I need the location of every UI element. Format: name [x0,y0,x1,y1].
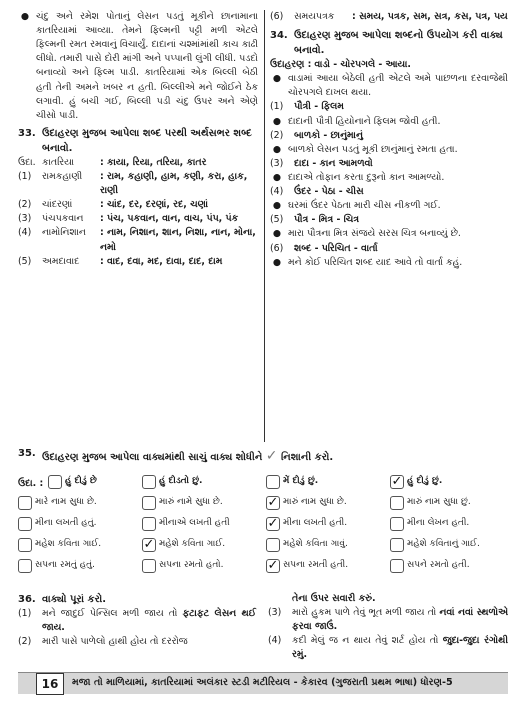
q35-title [42,446,508,467]
option-1-4[interactable] [390,471,512,492]
q33-item [18,226,258,254]
option-text: હું દોડતો છું. [159,475,203,486]
option-text: મીનાએ લખતી હતી [159,517,230,528]
right-column [270,10,508,270]
bullet-icon: ● [272,228,282,240]
option-text: મીના લખતી હતી. [283,517,348,528]
left-column [18,10,258,269]
q34-item-words [270,242,508,256]
bullet-icon: ● [272,115,282,127]
item-number: (2) [18,636,32,648]
option-text: મારે નામ સુધા છે. [35,496,97,507]
item-answer: : સમય, પત્રક, સમ, સત્ર, કસ, પત્ર, પય [352,11,508,22]
checkmark-icon: ✓ [267,516,279,531]
option-2-3[interactable] [266,492,388,513]
option-text: મીના લખતી હતું. [35,517,97,528]
option-text: મારું નામ સુધા છું. [407,496,471,507]
q33-item [18,255,258,269]
q36-right-items [268,606,508,662]
item-number: (4) [268,635,282,647]
option-5-2[interactable] [142,555,264,576]
checkbox[interactable] [266,559,280,573]
item-answer: : રામ, કહાણી, હામ, કણી, કરા, હાક, રાણી [100,170,248,197]
option-4-2[interactable] [142,534,264,555]
option-5-4[interactable] [390,555,512,576]
example-answer: : કાયા, રિયા, તરિયા, કાતર [100,156,207,168]
story-paragraph [18,10,258,123]
q34-item-words [270,129,508,143]
q34-item-sentence [270,227,508,241]
checkbox[interactable] [390,559,404,573]
item-number: (3) [270,157,284,169]
q33-title: ઉદાહરણ મુજબ આપેલા શબ્દ પરથી અર્થસભર શબ્દ બનાવો. [42,127,252,154]
option-text: મહેશે કવિતા ગાઈ. [159,538,226,549]
checkmark-icon: ✓ [267,558,279,573]
q36-title: વાક્યો પૂરાં કરો. [42,594,107,605]
option-5-3[interactable] [266,555,388,576]
story-text: ચંદુ અને રમેશ પોતાનું લેસન પડતું મૂકીને છાનામાના કાતરિયામાં આવ્યા. તેમને ફિલ્મની પટ્ટી મળી એટલે ફિલ્મની રમત રમવાનું વિચાર્યું. દાદાનાં ચશ્માંમાંથી કાચ કાઢી લીધો. તમારી પાસે દોરી માંગી અને પપ્પાની લુંગી લીધી. પડદો બનાવ્યો અને ફિલ્મ પાડી. કાતરિયામાં એક બિલ્લી બેઠી હતી તેની અમને ખબર ન હતી. બિલ્લીએ મને જોઈને ઠેક લગાવી. હું બચી ગઈ, બિલ્લી પડી ચંદુ ઉપર અને એણે ચીસો પાડી. [36,11,258,121]
q36-right [268,592,508,663]
option-text: મારું નામે સુધા છે. [159,496,223,507]
option-3-4[interactable] [390,513,512,534]
two-column-section [18,10,508,442]
q36-item [268,606,508,634]
page-number: 16 [36,673,64,695]
option-2-1[interactable] [18,492,140,513]
item-number: (1) [270,101,284,113]
item-word: નામોનિશાન [42,227,86,239]
item-number: (5) [18,255,32,267]
option-4-4[interactable] [390,534,512,555]
item-number: (3) [18,213,32,225]
q34-item-sentence [270,199,508,213]
item-sentence: ઘરમાં ઉંદર પેઠતા મારી ચીસ નીકળી ગઈ. [288,200,441,212]
q34-item-sentence [270,256,508,270]
checkbox[interactable] [390,475,404,489]
item-number: (5) [270,214,284,226]
q34-title: ઉદાહરણ મુજબ આપેલા શબ્દનો ઉપયોગ કરી વાક્ય બનાવો. [294,30,503,57]
item-number: (1) [18,608,32,619]
option-text: સપને રમતો હતી. [407,559,470,570]
q36-item [18,635,256,649]
q34-item-words [270,185,508,199]
checkbox[interactable] [390,496,404,510]
checkbox[interactable] [390,517,404,531]
item-sentence: દાદાની પૌત્રી હિયોનાને ફિલમ જોવી હતી. [288,115,441,127]
checkbox[interactable] [390,538,404,552]
option-3-2[interactable] [142,513,264,534]
item-prefix: મને જાદુઈ પેન્સિલ મળી જાય તો [42,608,183,619]
option-4-3[interactable] [266,534,388,555]
item-sentence: દાદાએ તોફાન કરતા દુરૂનો કાન આમળ્યો. [288,171,445,183]
q35-section [18,446,508,576]
q33-items [18,170,258,269]
checkmark-icon: ✓ [391,474,403,489]
option-text: હું દોડું છે [65,475,97,486]
item-text [42,635,256,649]
q34-heading [270,28,508,58]
option-text: મહેશ કવિતા ગાઈ. [35,538,102,549]
bullet-icon: ● [20,11,30,22]
q35-number: 35. [18,448,36,459]
option-text: મહેશે કવિતાનું ગાઈ. [407,538,480,549]
q34-item-words [270,100,508,114]
q33-item-6 [270,10,508,24]
checkmark-icon: ✓ [265,448,278,464]
example-word: કાતરિયા [42,156,75,168]
checkbox[interactable] [18,496,32,510]
item-word: ચાંદરણાં [42,199,73,211]
checkbox[interactable] [18,538,32,552]
option-3-1[interactable] [18,513,140,534]
q33-example [18,156,258,170]
item-prefix: મારો હુકમ પાળે તેવું ભૂત મળી જાય તો [292,607,440,619]
q33-number: 33. [18,127,36,139]
checkmark-icon: ✓ [267,495,279,510]
option-5-1[interactable] [18,555,140,576]
item-words: શબ્દ - પરિચિત - વાર્તા [294,242,378,254]
q34-item-words [270,213,508,227]
item-words: દાદા - કાન આમળવો [294,157,373,169]
option-text: હું દોડું છું. [407,475,443,486]
q36-left [18,592,256,649]
item-word: પંચપકવાન [42,213,84,225]
q35-title-text: ઉદાહરણ મુજબ આપેલા વાક્યમાંથી સાચું વાક્ય શોધીને [42,452,263,463]
checkbox[interactable] [266,496,280,510]
option-text: મેં દોડું છું. [283,475,319,486]
item-words: પૌત્ર - મિત્ર - ચિત્ર [294,214,359,226]
item-words: પૌત્રી - ફિલમ [294,101,344,113]
item-number: (6) [270,242,284,254]
q35-heading [18,446,508,467]
item-text [292,634,508,662]
q33-item [18,212,258,226]
q33-item [18,198,258,212]
item-words: બાળકો - છાનુંમાનું [294,129,363,141]
column-divider [264,10,265,442]
item-sentence: મારા પૌત્રના મિત્ર સંજયે સરસ ચિત્ર બનાવ્યું છે. [288,228,461,240]
q34-item-sentence [270,115,508,129]
option-1-3[interactable] [266,471,388,492]
item-word: સમયપત્રક [294,11,335,22]
checkbox[interactable] [266,475,280,489]
example-label: ઉદા. [18,156,36,168]
footer-text: મજા તો માળિયામાં, કાતરિયામાં અલંકાર સ્ટડી મટીરિયલ - કેકારવ (ગુજરાતી પ્રથમ ભાષા) ધોરણ-5 [72,677,453,689]
checkbox[interactable] [266,517,280,531]
q34-item-sentence [270,143,508,157]
item-answer: : નામ, નિશાન, શાન, નિશા, નાન, મોના, નમો [100,227,256,253]
q36-heading [18,592,256,607]
bullet-icon: ● [272,143,282,155]
q35-title-tail: નિશાની કરો. [281,452,334,463]
option-text: મહેશે કવિતા ગાવું. [283,538,348,549]
item-text [42,607,256,635]
example-sentence: વાડામાં આયા બેઠેલી હતી એટલે અમે પાછળના દરવાજેથી ચોરપગલે દાખલ થયા. [288,73,508,99]
item-number: (2) [18,199,32,211]
item-word: અમદાવાદ [42,255,80,267]
example-words: વાડો - ચોરપગલે - આયા. [314,59,411,71]
q36-item [18,607,256,635]
q34-number: 34. [270,30,288,42]
option-text: સપના રમતું હતું. [35,559,95,570]
worksheet-page [18,10,508,700]
checkbox[interactable] [18,517,32,531]
checkbox[interactable] [18,559,32,573]
option-2-4[interactable] [390,492,512,513]
checkbox[interactable] [48,475,62,489]
page-footer [18,672,508,694]
q33-item [18,170,258,198]
item-answer: નવાં નવાં સ્થળોએ ફરવા જાઉં. [292,607,508,633]
bullet-icon: ● [272,171,282,183]
q36-item [268,634,508,662]
checkbox[interactable] [142,496,156,510]
item-sentence: મને કોઈ પરિચિત શબ્દ યાદ આવે તો વાર્તા કહું. [288,256,463,268]
option-2-2[interactable] [142,492,264,513]
item-answer: : ચાંદ, દર, દરણાં, રદ, ચણાં [100,199,209,211]
item-answer: : વાદ, દવા, મદ, દાવા, દાદ, દામ [100,255,223,267]
item-prefix: કદી મેલું જ ન થાય તેવું શર્ટ હોય તો [292,635,443,647]
q35-example-label: ઉદા. : [18,478,44,489]
example-sentence-row [270,72,508,100]
q33-heading [18,126,258,156]
q35-options-grid [18,471,508,576]
checkbox[interactable] [142,538,156,552]
q34-example [270,58,508,72]
q34-item-words [270,157,508,171]
checkbox[interactable] [142,475,156,489]
example-label: ઉદાહરણ : [270,59,312,71]
checkbox[interactable] [142,517,156,531]
item-number: (2) [270,129,284,141]
option-text: સપના રમતી હતી. [283,559,349,570]
item-number: (3) [268,607,282,619]
checkmark-icon: ✓ [143,537,155,552]
option-text: મીના લેખન હતી. [407,517,470,528]
option-3-3[interactable] [266,513,388,534]
item-number: (1) [18,170,32,182]
option-1-2[interactable] [142,471,264,492]
q34-item-sentence [270,171,508,185]
option-4-1[interactable] [18,534,140,555]
checkbox[interactable] [142,559,156,573]
q36-continued-answer: તેના ઉપર સવારી કરું. [292,593,376,604]
option-text: મારું નામ સુધા છે. [283,496,347,507]
item-number: (6) [270,11,284,22]
bullet-icon: ● [272,256,282,268]
q36-left-items [18,607,256,649]
q36-number: 36. [18,594,36,605]
item-number: (4) [18,227,32,239]
item-words: ઉંદર - પેઠા - ચીસ [294,186,364,198]
bullet-icon: ● [272,73,282,85]
item-answer: : પંચ, પકવાન, વાન, વાચ, પંપ, પંક [100,213,239,225]
item-sentence: બાળકો લેસન પડતું મૂકી છાનુંમાનું રમતા હતા. [288,143,458,155]
q34-items [270,100,508,269]
option-text: સપના રમતો હતો. [159,559,224,570]
item-text [292,606,508,634]
item-prefix: મારી પાસે પાળેલો હાથી હોય તો દરરોજ [42,636,188,648]
item-word: રામકહાણી [42,170,83,182]
item-number: (4) [270,186,284,198]
checkbox[interactable] [266,538,280,552]
item-answer: ફટાફટ લેસન થઈ જાય. [42,608,256,634]
item-answer: જુદા-જુદા રંગોથી રમું. [292,635,508,661]
bullet-icon: ● [272,200,282,212]
